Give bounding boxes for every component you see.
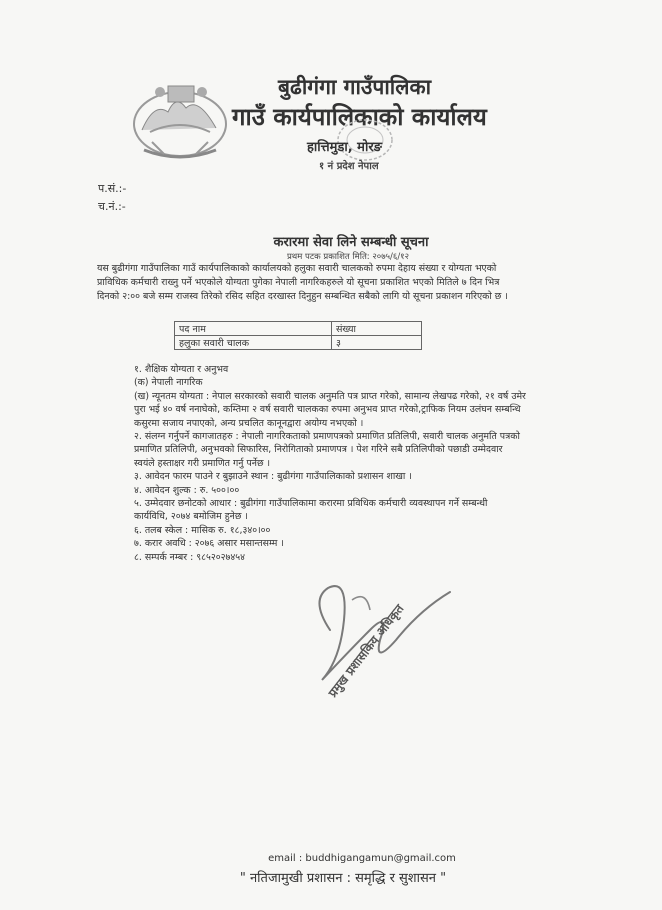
province-label: १ नं प्रदेश नेपाल (319, 161, 379, 172)
requirement-line: ४. आवेदन शुल्क : रु. ५००।०० (134, 484, 240, 496)
requirement-line: (ख) न्यूनतम योग्यता : नेपाल सरकारको सवारी चालक अनुमति पत्र प्राप्त गरेको, सामान्य लेखपढ गरेको, २१ वर्ष उमेर (134, 390, 526, 402)
publication-date: प्रथम पटक प्रकाशित मिति: २०७५/६/१२ (286, 252, 410, 262)
notice-title: करारमा सेवा लिने सम्बन्धी सूचना (273, 235, 429, 250)
table-cell-count: ३ (332, 336, 422, 350)
table-cell-post: हलुका सवारी चालक (175, 336, 332, 350)
contact-email: email : buddhigangamun@gmail.com (268, 853, 456, 864)
requirement-line: पुरा भई ४० वर्ष ननाघेको, कम्तिमा २ वर्ष सवारी चालकका रुपमा अनुभव प्राप्त गरेको,ट्राफिक नियम उलंघन सम्बन्धि (134, 404, 521, 416)
office-name: गाउँ कार्यपालिकाको कार्यालय (232, 103, 487, 131)
column-header-post: पद नाम (175, 322, 332, 336)
column-header-count: संख्या (332, 322, 422, 336)
signatory-designation: प्रमुख प्रशासकिय अधिकृत (325, 601, 407, 700)
requirement-line: ८. सम्पर्क नम्बर : ९८५२०२७४५४ (134, 551, 245, 563)
intro-line: प्राविधिक कर्मचारी राख्नु पर्ने भएकोले योग्यता पुगेका नेपाली नागरिकहरुले यो सूचना प्रकाशित भएको मितिले ७ दिन भित्र (97, 277, 500, 288)
requirement-heading: १. शैक्षिक योग्यता र अनुभव (134, 364, 229, 375)
requirement-line: स्वयंले हस्ताक्षर गरी प्रमाणित गर्नु पर्नेछ । (134, 457, 271, 469)
requirement-line: कसुरमा सजाय नपाएको, अन्य प्रचलित कानूनद्वारा अयोग्य नभएको । (134, 417, 364, 429)
municipality-name: बुढीगंगा गाउँपालिका (278, 75, 432, 99)
requirement-line: कार्यविधि, २०७४ बमोजिम हुनेछ । (134, 511, 248, 523)
posts-table (174, 321, 422, 350)
requirement-line: (क) नेपाली नागरिक (134, 377, 203, 389)
nepal-emblem-icon (124, 72, 236, 164)
office-motto: " नतिजामुखी प्रशासन : समृद्धि र सुशासन " (239, 871, 447, 886)
intro-line: यस बुढीगंगा गाउँपालिका गाउँ कार्यपालिकाको कार्यालयको हलुका सवारी चालकको रुपमा देहाय संख्या र योग्यता भएको (97, 263, 497, 274)
requirements-section (134, 363, 608, 564)
requirement-line: ५. उम्मेदवार छनोटको आधार : बुढीगंगा गाउँपालिकामा करारमा प्रविधिक कर्मचारी व्यवस्थापन गर्ने सम्बन्धी (134, 498, 488, 510)
table-header-row (175, 322, 422, 336)
intro-line: दिनको २:०० बजे सम्म राजस्व तिरेको रसिद सहित दरखास्त दिनुहुन सम्बन्धित सबैको लागि यो सूचना प्रकाशन गरिएको छ । (97, 291, 508, 302)
requirement-line: ६. तलब स्केल : मासिक रु. १८,३४०।०० (134, 524, 271, 536)
requirement-line: ३. आवेदन फारम पाउने र बुझाउने स्थान : बुढीगंगा गाउँपालिकाको प्रशासन शाखा । (134, 471, 412, 483)
table-row (175, 336, 422, 350)
requirement-line: प्रमाणित प्रतिलिपी, अनुभवको सिफारिस, निरोगिताको प्रमाणपत्र । पेश गरिने सबै प्रतिलिपीको पछाडी उम्मेदवार (134, 444, 503, 456)
requirement-line: २. संलग्न गर्नुपर्ने कागजातहरु : नेपाली नागरिकताको प्रमाणपत्रको प्रमाणित प्रतिलिपी, सवारी चालक अनुमति पत्रको (134, 431, 520, 443)
requirement-line: ७. करार अवधि : २०७६ असार मसान्तसम्म । (134, 538, 284, 550)
reference-cn-label: च.नं.:- (98, 200, 126, 213)
reference-ps-label: प.सं.:- (98, 182, 127, 195)
office-address: हात्तिमुडा, मोरङ (307, 140, 382, 155)
notice-intro (97, 262, 607, 304)
